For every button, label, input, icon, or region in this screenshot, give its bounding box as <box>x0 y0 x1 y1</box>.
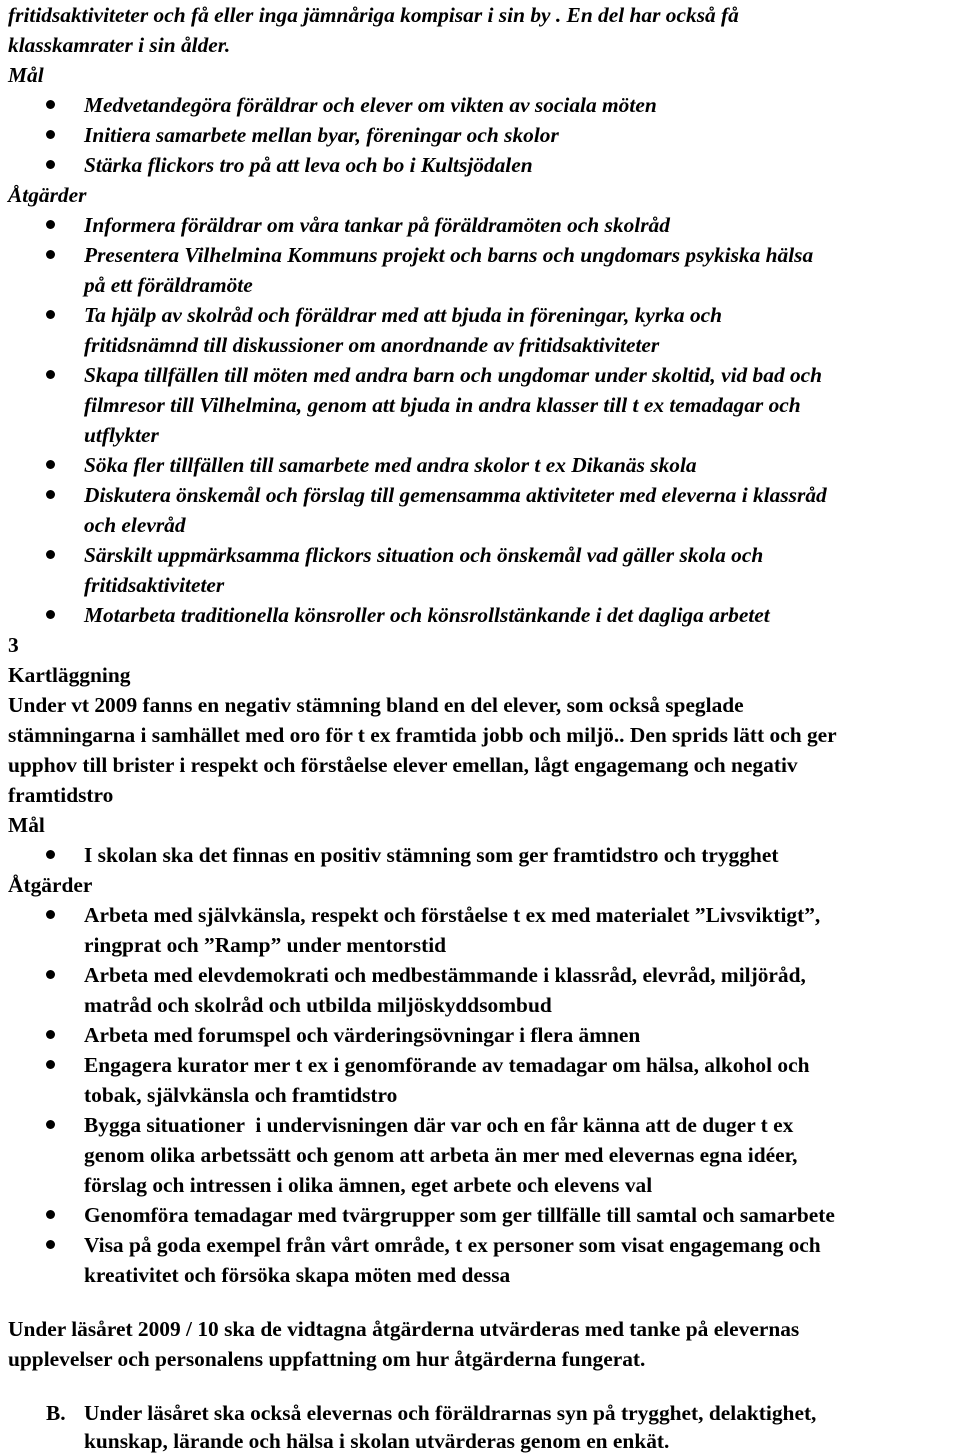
bullet-icon <box>46 850 55 859</box>
bullet-icon <box>46 1030 55 1039</box>
bullet-icon <box>46 610 55 619</box>
bullet-icon <box>46 1240 55 1249</box>
bullet-icon <box>46 910 55 919</box>
bullet-icon <box>46 160 55 169</box>
bullet-icon <box>46 310 55 319</box>
bullet-icon <box>46 1210 55 1219</box>
intro-text: klasskamrater i sin ålder. <box>8 33 231 57</box>
bullet-icon <box>46 490 55 499</box>
bullet-icon <box>46 550 55 559</box>
bullet-icon <box>46 460 55 469</box>
bullet-icon <box>46 130 55 139</box>
bullet-icon <box>46 1060 55 1069</box>
bullet-icon <box>46 250 55 259</box>
bullet-icon <box>46 970 55 979</box>
item-letter: B. <box>46 1401 66 1425</box>
bullet-icon <box>46 220 55 229</box>
intro-text: fritidsaktiviteter och få eller inga jämnåriga kompisar i sin by . En del har också få <box>8 3 739 27</box>
bullet-icon <box>46 1120 55 1129</box>
bullet-icon <box>46 100 55 109</box>
bullet-icon <box>46 370 55 379</box>
